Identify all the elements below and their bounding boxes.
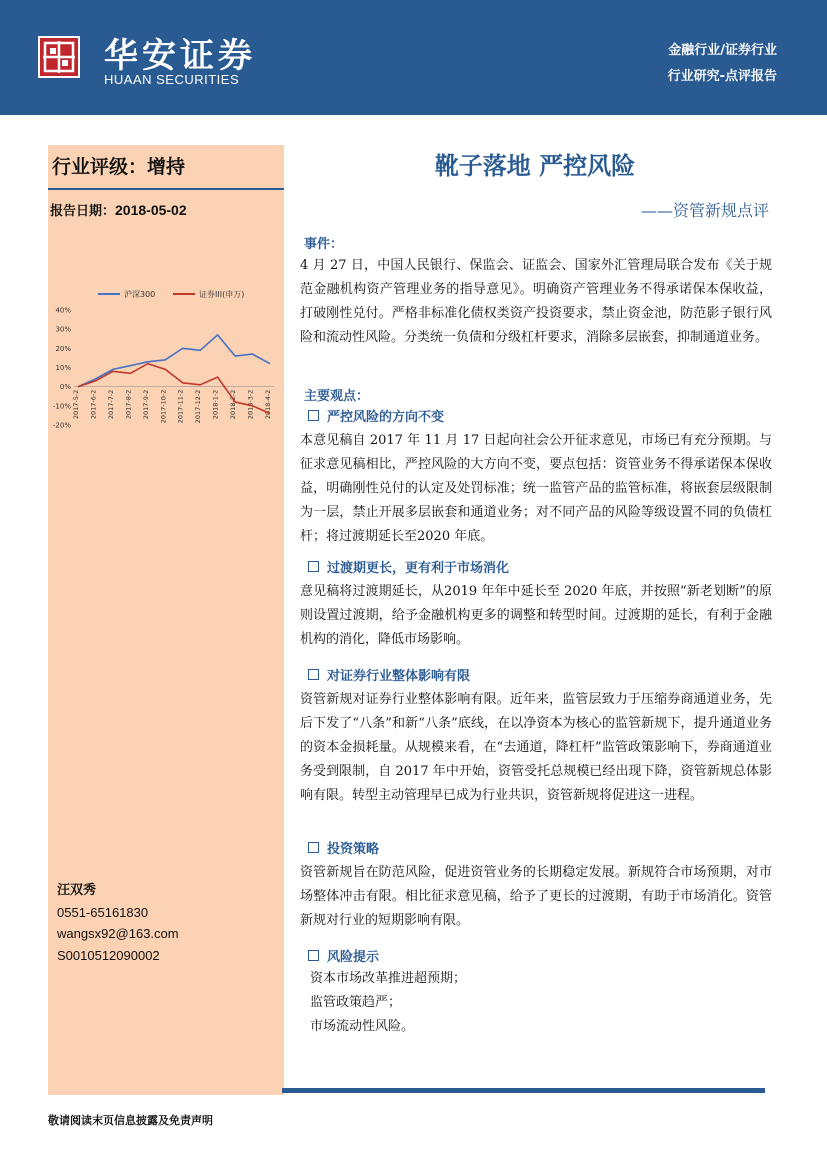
section-3 (300, 665, 772, 808)
industry-rating: 行业评级：增持 (52, 156, 186, 178)
section-text-1: 本意见稿自 2017 年 11 月 17 日起向社会公开征求意见，市场已有充分预期。与征求意见稿相比，严控风险的大方向不变，要点包括：资管业务不得承诺保本保收益，明确刚性兑付的认定及处罚标准；统一监管产品的监管标准，将嵌套层级限制为一层，禁止开展多层嵌套和通道业务；对不同产品的风险等级设置不同的负债杠杆；将过渡期延长至2020 年底。 (300, 433, 772, 544)
section-2 (300, 557, 772, 652)
logo-chinese-name: 华安证券 (104, 36, 256, 76)
checkbox-square-icon (308, 410, 319, 421)
x-tick-label: 2017-6-2 (89, 389, 98, 420)
section-5 (300, 946, 772, 1039)
y-tick-label: -20% (52, 421, 71, 430)
checkbox-square-icon (308, 842, 319, 853)
series-line-1 (78, 335, 270, 387)
analyst-name: 汪双秀 (57, 883, 97, 898)
y-tick-label: 20% (55, 344, 71, 353)
legend-label: 沪深300 (124, 290, 156, 299)
views-section (300, 385, 772, 549)
risk-item: 资本市场改革推进超预期； (310, 971, 467, 986)
y-tick-label: 40% (55, 306, 71, 315)
x-tick-label: 2018-3-2 (246, 389, 255, 420)
logo-english-name: HUAAN SECURITIES (104, 72, 240, 87)
risk-item: 市场流动性风险。 (310, 1019, 415, 1034)
y-tick-label: 10% (55, 364, 71, 372)
page-header (0, 0, 827, 115)
section-heading-1: 严控风险的方向不变 (308, 406, 772, 425)
analyst-certificate: S0010512090002 (57, 947, 160, 963)
x-tick-label: 2017-10-2 (159, 389, 168, 424)
section-heading-2: 过渡期更长，更有利于市场消化 (308, 557, 772, 576)
x-tick-label: 2018-1-2 (211, 389, 220, 420)
performance-chart (50, 280, 282, 440)
risk-item: 监管政策趋严； (310, 995, 402, 1010)
x-tick-label: 2017-11-2 (176, 389, 185, 424)
analyst-info (57, 880, 179, 966)
analyst-email[interactable]: wangsx92@163.com (57, 926, 179, 941)
section-heading-4: 投资策略 (308, 838, 772, 857)
event-section (300, 233, 772, 350)
report-date-value: 2018-05-02 (115, 202, 187, 218)
report-date-label: 报告日期： (50, 204, 116, 219)
huaan-logo-icon (38, 36, 80, 78)
disclaimer-footer: 敬请阅读末页信息披露及免责声明 (48, 1114, 213, 1127)
checkbox-square-icon (308, 950, 319, 961)
x-tick-label: 2017-9-2 (141, 389, 150, 420)
section-text-2: 意见稿将过渡期延长，从2019 年年中延长至 2020 年底，并按照“新老划断”的原则设置过渡期，给予金融机构更多的调整和转型时间。过渡期的延长，有利于金融机构的消化，降低市场影响。 (300, 584, 772, 647)
legend-label: 证券III(申万) (199, 290, 245, 299)
y-tick-label: -10% (52, 402, 71, 411)
section-4 (300, 838, 772, 933)
checkbox-square-icon (308, 561, 319, 572)
sidebar-divider (48, 188, 284, 190)
x-tick-label: 2018-4-2 (264, 389, 272, 420)
x-tick-label: 2017-5-2 (72, 389, 80, 420)
event-text: 4 月 27 日，中国人民银行、保监会、证监会、国家外汇管理局联合发布《关于规范金融机构资产管理业务的指导意见》。明确资产管理业务不得承诺保本保收益，打破刚性兑付。严格非标准化债权类资产投资要求，禁止资金池，防范影子银行风险和流动性风险。分类统一负债和分级杠杆要求，消除多层嵌套，抑制通道业务。 (300, 258, 772, 345)
section-text-3: 资管新规对证券行业整体影响有限。近年来，监管层致力于压缩券商通道业务，先后下发了“八条”和新“八条”底线，在以净资本为核心的监管新规下，提升通道业务的资本金损耗量。从规模来看，在“去通道，降杠杆”监管政策影响下，券商通道业务受到限制，自 2017 年中开始，资管受托总规模已经出现下降，资管新规总体影响有限。转型主动管理早已成为行业共识，资管新规将促进这一进程。 (300, 692, 772, 803)
x-tick-label: 2017-12-2 (194, 389, 203, 424)
analyst-phone: 0551-65161830 (57, 904, 149, 920)
header-industry: 金融行业/证券行业 (668, 43, 777, 58)
report-title: 靴子落地 严控风险 (434, 152, 636, 180)
y-tick-label: 30% (55, 325, 71, 334)
header-category (668, 38, 777, 90)
checkbox-square-icon (308, 669, 319, 680)
x-tick-label: 2018-2-2 (229, 389, 238, 420)
event-label: 事件： (304, 237, 344, 252)
x-tick-label: 2017-8-2 (124, 389, 133, 420)
section-heading-3: 对证券行业整体影响有限 (308, 665, 772, 684)
performance-chart-svg (50, 280, 282, 440)
bottom-divider (282, 1088, 765, 1093)
x-tick-label: 2017-7-2 (106, 389, 115, 420)
section-text-4: 资管新规旨在防范风险，促进资管业务的长期稳定发展。新规符合市场预期，对市场整体冲击有限。相比征求意见稿，给予了更长的过渡期，有助于市场消化。资管新规对行业的短期影响有限。 (300, 865, 772, 928)
report-date (50, 200, 187, 219)
views-label: 主要观点： (304, 389, 370, 404)
header-report-type: 行业研究-点评报告 (667, 69, 777, 84)
section-heading-5: 风险提示 (308, 946, 772, 965)
report-subtitle: ——资管新规点评 (640, 201, 769, 220)
y-tick-label: 0% (59, 383, 71, 392)
